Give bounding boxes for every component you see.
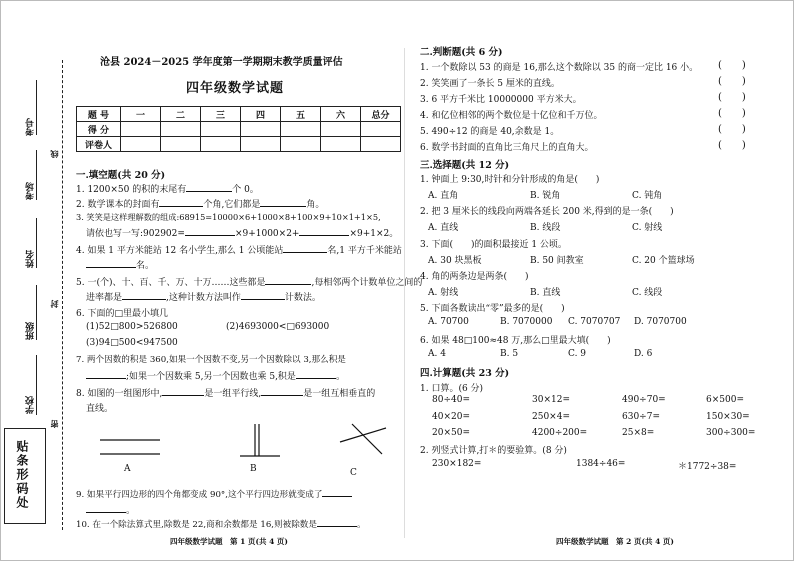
seal-mark-2: 封 <box>49 300 59 308</box>
q-text: 请依也写一写:902902= <box>86 229 185 239</box>
choice-q5-opt-b[interactable]: B. 7070000 <box>500 317 553 327</box>
figure-label-a: A <box>124 464 131 474</box>
q-text: ×9+1000×2+ <box>234 229 300 239</box>
score-table-header-row <box>77 107 401 122</box>
score-table-row <box>77 122 401 137</box>
answer-blank[interactable] <box>265 276 311 285</box>
figure-label-c: C <box>350 468 357 478</box>
judge-paren-6[interactable]: ( ) <box>718 140 746 151</box>
q-text: ,每相邻两个计数单位之间的 <box>311 278 423 288</box>
choice-q4-opt-b[interactable]: B. 直线 <box>530 288 561 298</box>
score-header-cell: 三 <box>201 107 241 122</box>
q-text: 4. 如果 1 平方米能站 12 名小学生,那么 1 公顷能站 <box>76 246 284 256</box>
choice-q4-opt-a[interactable]: A. 射线 <box>428 288 459 298</box>
q-text: 5. 一(个)、十、百、千、万、十万……这些都是 <box>76 278 266 288</box>
answer-blank[interactable] <box>296 370 336 379</box>
answer-blank[interactable] <box>122 291 166 300</box>
q1-6-b: (2)4693000<□693000 <box>226 322 330 332</box>
choice-q3-opt-b[interactable]: B. 50 间教室 <box>530 256 584 266</box>
q-text: 进率都是 <box>86 293 123 303</box>
score-cell[interactable] <box>361 137 401 152</box>
vertical-calc-1[interactable]: 230×182= <box>432 459 482 469</box>
q-text: 。 <box>357 520 366 530</box>
choice-q3-opt-c[interactable]: C. 20 个篮球场 <box>632 256 695 266</box>
judge-item-3: 3. 6 平方千米比 10000000 平方米大。 <box>420 95 582 105</box>
vertical-calc-heading: 2. 列竖式计算,打＊的要验算。(8 分) <box>420 446 567 456</box>
q-text: 8. 如图的一组图形中, <box>76 389 163 399</box>
judge-paren-5[interactable]: ( ) <box>718 124 746 135</box>
score-header-cell: 总分 <box>361 107 401 122</box>
exam-subtitle: 四年级数学试题 <box>186 81 285 96</box>
answer-blank[interactable] <box>283 244 327 253</box>
q1-9-cont <box>86 503 135 516</box>
choice-q2-opt-b[interactable]: B. 线段 <box>530 223 561 233</box>
choice-q4-opt-c[interactable]: C. 线段 <box>632 288 663 298</box>
choice-q3: 3. 下面( )的面积最接近 1 公顷。 <box>420 240 567 250</box>
judge-paren-4[interactable]: ( ) <box>718 108 746 119</box>
section2-title: 二.判断题(共 6 分) <box>420 47 503 58</box>
score-table <box>76 106 401 152</box>
q-text: 角。 <box>306 200 325 210</box>
q-text: 名,1 平方千米能站 <box>327 246 402 256</box>
q1-7-cont <box>86 369 345 382</box>
score-cell[interactable] <box>161 122 201 137</box>
choice-q4: 4. 角的两条边是两条( ) <box>420 272 529 282</box>
oral-r2c1[interactable]: 40×20= <box>432 412 470 422</box>
choice-q5-opt-c[interactable]: C. 7070707 <box>568 317 621 327</box>
choice-q6-opt-c[interactable]: C. 9 <box>568 349 587 359</box>
footer-page-1: 四年级数学试题 第 1 页(共 4 页) <box>170 537 288 546</box>
score-cell[interactable] <box>281 137 321 152</box>
q-text: 名。 <box>136 261 155 271</box>
q1-10 <box>76 518 366 530</box>
name-line <box>36 218 37 268</box>
oral-r2c4[interactable]: 150×30= <box>706 412 750 422</box>
figure-a-parallel-lines <box>100 440 160 454</box>
q1-5-cont <box>86 290 321 303</box>
exam-id-line <box>36 80 37 135</box>
answer-blank[interactable] <box>186 183 232 192</box>
q1-3-line2 <box>86 226 398 239</box>
score-header-cell: 一 <box>121 107 161 122</box>
vertical-calc-2[interactable]: 1384÷46= <box>576 459 626 469</box>
barcode-label: 贴条形码处 <box>15 440 29 510</box>
choice-q1-opt-b[interactable]: B. 锐角 <box>530 191 561 201</box>
q-text: 9. 如果平行四边形的四个角都变成 90°,这个平行四边形就变成了 <box>76 490 323 500</box>
class-line <box>36 285 37 340</box>
q-text: 。 <box>126 506 136 516</box>
score-header-cell: 题 号 <box>77 107 121 122</box>
q1-6-c: (3)94□500<947500 <box>86 338 178 348</box>
section3-title: 三.选择题(共 12 分) <box>420 160 510 171</box>
figure-b-perpendicular-lines <box>240 424 280 456</box>
q-text: 1. 1200×50 的积的末尾有 <box>76 185 187 195</box>
score-cell[interactable] <box>201 122 241 137</box>
score-cell[interactable] <box>321 122 361 137</box>
section1-title: 一.填空题(共 20 分) <box>76 170 166 181</box>
oral-r1c4[interactable]: 6×500= <box>706 395 744 405</box>
answer-blank[interactable] <box>86 259 136 268</box>
q1-6-a: (1)52□800>526800 <box>86 322 178 332</box>
q-text: 10. 在一个除法算式里,除数是 22,商和余数都是 16,则被除数是 <box>76 520 317 530</box>
choice-q5-opt-d[interactable]: D. 7070700 <box>634 317 687 327</box>
oral-r3c3[interactable]: 25×8= <box>622 428 655 438</box>
q1-3-line1: 3. 笑笑是这样理解数的组成:68915=10000×6+1000×8+100×9+10×1+1×5, <box>76 212 381 222</box>
q1-4 <box>76 243 402 256</box>
oral-calc-heading: 1. 口算。(6 分) <box>420 384 484 394</box>
exam-room-label: 考场 <box>26 182 36 200</box>
q1-9 <box>76 488 352 500</box>
oral-r3c4[interactable]: 300÷300= <box>706 428 756 438</box>
answer-blank[interactable] <box>299 227 349 236</box>
choice-q6-opt-b[interactable]: B. 5 <box>500 349 519 359</box>
oral-r1c2[interactable]: 30×12= <box>532 395 570 405</box>
score-row-label: 得 分 <box>77 122 121 137</box>
q1-4-cont <box>86 258 154 271</box>
answer-blank[interactable] <box>159 198 203 207</box>
school-label: 学校 <box>26 396 36 414</box>
answer-blank[interactable] <box>185 227 235 236</box>
judge-paren-2[interactable]: ( ) <box>718 76 746 87</box>
binding-dash-line <box>62 60 63 530</box>
answer-blank[interactable] <box>86 504 126 513</box>
answer-blank[interactable] <box>322 488 352 497</box>
school-line <box>36 355 37 415</box>
answer-blank[interactable] <box>260 198 306 207</box>
answer-blank[interactable] <box>317 518 357 527</box>
oral-r1c3[interactable]: 490÷70= <box>622 395 666 405</box>
q1-5 <box>76 275 422 288</box>
judge-item-5: 5. 490÷12 的商是 40,余数是 1。 <box>420 127 560 137</box>
judge-paren-1[interactable]: ( ) <box>718 60 746 71</box>
answer-blank[interactable] <box>86 370 126 379</box>
answer-blank[interactable] <box>241 291 285 300</box>
answer-blank[interactable] <box>261 387 303 396</box>
q-text: 个角,它们都是 <box>203 200 261 210</box>
q1-1 <box>76 182 259 195</box>
choice-q2: 2. 把 3 厘米长的线段向两端各延长 200 米,得到的是一条( ) <box>420 207 674 217</box>
choice-q1-opt-c[interactable]: C. 钝角 <box>632 191 663 201</box>
score-header-cell: 五 <box>281 107 321 122</box>
score-cell[interactable] <box>121 122 161 137</box>
score-header-cell: 六 <box>321 107 361 122</box>
q-text: 计数法。 <box>284 293 321 303</box>
score-cell[interactable] <box>321 137 361 152</box>
exam-title: 沧县 2024－2025 学年度第一学期期末教学质量评估 <box>100 57 343 68</box>
figure-label-b: B <box>250 464 257 474</box>
oral-r2c3[interactable]: 630÷7= <box>622 412 660 422</box>
score-row-label: 评卷人 <box>77 137 121 152</box>
choice-q5: 5. 下面各数读出“零”最多的是( ) <box>420 304 565 314</box>
q-text: 2. 数学课本的封面有 <box>76 200 160 210</box>
oral-r2c2[interactable]: 250×4= <box>532 412 570 422</box>
judge-item-4: 4. 和亿位相邻的两个数位是十亿位和千万位。 <box>420 111 603 121</box>
answer-blank[interactable] <box>162 387 204 396</box>
choice-q2-opt-a[interactable]: A. 直线 <box>428 223 459 233</box>
choice-q3-opt-a[interactable]: A. 30 块黑板 <box>428 256 482 266</box>
section4-title: 四.计算题(共 23 分) <box>420 368 510 379</box>
q-text: 是一组平行线, <box>204 389 262 399</box>
score-cell[interactable] <box>281 122 321 137</box>
oral-r3c1[interactable]: 20×50= <box>432 428 470 438</box>
name-label: 姓名 <box>26 250 36 268</box>
score-cell[interactable] <box>361 122 401 137</box>
q-text: 是一组互相垂直的 <box>303 389 376 399</box>
choice-q5-opt-a[interactable]: A. 70700 <box>428 317 469 327</box>
score-cell[interactable] <box>161 137 201 152</box>
choice-q6: 6. 如果 48□100≈48 万,那么□里最大填( ) <box>420 336 611 346</box>
q1-7: 7. 两个因数的积是 360,如果一个因数不变,另一个因数除以 3,那么积是 <box>76 355 346 365</box>
score-cell[interactable] <box>201 137 241 152</box>
q-text: ,这种计数方法叫作 <box>166 293 241 303</box>
score-table-row <box>77 137 401 152</box>
q1-8-cont: 直线。 <box>86 404 114 414</box>
oral-r1c1[interactable]: 80÷40= <box>432 395 470 405</box>
q-text: ;如果一个因数乘 5,另一个因数也乘 5,积是 <box>126 372 296 382</box>
choice-q6-opt-a[interactable]: A. 4 <box>428 349 446 359</box>
judge-item-2: 2. 笑笑画了一条长 5 厘米的直线。 <box>420 79 560 89</box>
class-label: 班级 <box>26 322 36 340</box>
score-cell[interactable] <box>241 137 281 152</box>
q-text: 。 <box>335 372 345 382</box>
q-text: ×9+1×2。 <box>349 229 399 239</box>
judge-paren-3[interactable]: ( ) <box>718 92 746 103</box>
score-cell[interactable] <box>121 137 161 152</box>
exam-room-line <box>36 150 37 200</box>
seal-mark-1: 线 <box>49 150 59 158</box>
exam-id-label: 考号 <box>26 118 36 136</box>
choice-q1-opt-a[interactable]: A. 直角 <box>428 191 459 201</box>
seal-mark-3: 密 <box>49 420 59 428</box>
figure-c-intersecting-lines <box>340 424 386 454</box>
score-header-cell: 二 <box>161 107 201 122</box>
footer-page-2: 四年级数学试题 第 2 页(共 4 页) <box>556 537 674 546</box>
page-divider <box>404 48 405 538</box>
score-cell[interactable] <box>241 122 281 137</box>
q1-8 <box>76 386 375 399</box>
score-header-cell: 四 <box>241 107 281 122</box>
judge-item-6: 6. 数学书封面的直角比三角尺上的直角大。 <box>420 143 594 153</box>
q1-6: 6. 下面的□里最小填几 <box>76 309 168 319</box>
choice-q1: 1. 钟面上 9:30,时针和分针形成的角是( ) <box>420 175 600 185</box>
oral-r3c2[interactable]: 4200÷200= <box>532 428 588 438</box>
q-text: 个 0。 <box>232 185 259 195</box>
judge-item-1: 1. 一个数除以 53 的商是 16,那么这个数除以 35 的商一定比 16 小。 <box>420 63 699 73</box>
choice-q2-opt-c[interactable]: C. 射线 <box>632 223 663 233</box>
q1-2 <box>76 197 324 210</box>
choice-q6-opt-d[interactable]: D. 6 <box>634 349 653 359</box>
vertical-calc-3[interactable]: ＊1772÷38= <box>678 462 737 472</box>
q8-figures <box>90 420 390 482</box>
